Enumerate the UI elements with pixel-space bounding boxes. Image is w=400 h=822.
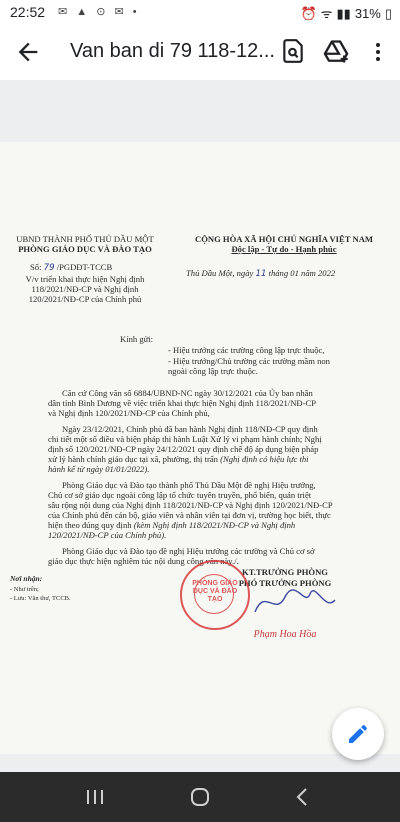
system-icons: [296, 4, 392, 22]
arrow-back-icon: [14, 38, 42, 66]
recipient-2a: - Hiệu trưởng/Chủ trường các trường mầm non: [168, 356, 330, 366]
document-title: Van ban di 79 118-12...: [70, 40, 275, 62]
home-button[interactable]: [187, 784, 213, 810]
para-3-line-5: hiện theo đúng quy định (kèm Nghị định 118/2021/NĐ-CP và Nghị định: [48, 520, 296, 530]
signer-name: Phạm Hoa Hồa: [253, 629, 317, 640]
place-date: Thủ Dầu Một, ngày 11 tháng 01 năm 2022: [186, 268, 336, 279]
edit-pencil-icon: [346, 722, 370, 746]
kinh-gui: Kính gửi:: [120, 334, 154, 344]
para-2-line-3: định số 120/2021/NĐ-CP ngày 24/12/2021 quy định chế độ áp dụng biện pháp: [48, 444, 319, 454]
para-4-line-1: Phòng Giáo dục và Đào tạo đề nghị Hiệu trưởng các trường và Chủ cơ sở: [62, 546, 315, 556]
status-bar: [0, 0, 400, 26]
handwritten-signature: [250, 582, 340, 622]
home-icon: [187, 784, 213, 810]
noi-nhan-2: - Lưu: Văn thư, TCCB.: [10, 595, 71, 602]
para-3-line-3: sâu rộng nội dung của Nghị định 118/2021/NĐ-CP và Nghị định 120/2021/NĐ-CP: [48, 500, 333, 510]
system-nav-bar: [0, 772, 400, 822]
para-2-line-1: Ngày 23/12/2021, Chính phủ đã ban hành Nghị định 118/NĐ-CP quy định: [62, 424, 318, 434]
document-page: [0, 142, 400, 754]
para-3-line-4: của Chính phủ đến cán bộ, giáo viên và nhân viên tại đơn vị, trường học biết, thực: [48, 510, 331, 520]
recents-button[interactable]: [82, 784, 108, 810]
subject-line-1: V/v triển khai thực hiện Nghị định: [25, 274, 145, 284]
para-4-line-2: giáo dục thực hiện nghiêm túc nội dung công văn này./.: [48, 556, 239, 566]
battery-icon: ▯: [384, 6, 392, 21]
clock: 22:52: [10, 4, 46, 20]
para-1-line-3: và Nghị định 120/2021/NĐ-CP của Chính phủ,: [48, 408, 210, 418]
noi-nhan-1: - Như trên;: [10, 586, 39, 593]
battery-level: 31%: [354, 6, 381, 21]
org-line-2: PHÒNG GIÁO DỤC VÀ ĐÀO TẠO: [18, 244, 152, 254]
add-to-drive-button[interactable]: [322, 38, 350, 66]
search-in-document-icon: [280, 38, 306, 64]
edit-fab[interactable]: [332, 708, 384, 760]
wifi-icon: ᯤ: [320, 6, 333, 21]
seal-text: PHÒNG GIÁO DỤC VÀ ĐÀO TẠO: [192, 580, 238, 603]
para-3-line-1: Phòng Giáo dục và Đào tạo thành phố Thủ Dầu Một đề nghị Hiệu trưởng,: [62, 480, 316, 490]
add-to-drive-icon: [322, 38, 350, 66]
recents-icon: [82, 784, 108, 810]
alarm-icon: ⏰: [300, 6, 317, 21]
sign-title-2: PHÓ TRƯỞNG PHÒNG: [238, 578, 332, 588]
nation-line-1: CỘNG HÒA XÃ HỘI CHỦ NGHĨA VIỆT NAM: [194, 234, 374, 244]
para-2-line-4: xử lý hành chính giáo dục tại xã, phường, thị trấn (Nghị định có hiệu lực thi: [48, 454, 309, 464]
more-options-button[interactable]: [366, 38, 394, 66]
recipient-2b: ngoài công lập trực thuộc.: [168, 366, 258, 376]
para-2-line-5: hành kể từ ngày 01/01/2022).: [48, 464, 150, 474]
para-3-line-2: Chủ cơ sở giáo dục ngoài công lập tổ chức tuyên truyền, phổ biến, quán triệt: [48, 490, 312, 500]
recipient-1: - Hiệu trưởng các trường công lập trực thuộc,: [168, 345, 325, 355]
signal-icon: ▮▮: [336, 6, 351, 21]
document-number: Số: 79 /PGDĐT-TCCB: [30, 262, 113, 273]
document-viewer[interactable]: [0, 80, 400, 772]
subject-line-2: 118/2021/NĐ-CP và Nghị định: [31, 284, 139, 294]
back-nav-button[interactable]: [290, 784, 316, 810]
para-1-line-2: dân tỉnh Bình Dương về việc triển khai thực hiện Nghị định 118/2021/NĐ-CP: [48, 398, 316, 408]
org-line-1: UBND THÀNH PHỐ THỦ DẦU MỘT: [16, 234, 154, 244]
para-3-line-6: 120/2021/NĐ-CP của Chính phủ).: [48, 530, 167, 540]
para-2-line-2: chi tiết một số điều và biện pháp thi hành Luật Xử lý vi phạm hành chính; Nghị: [48, 434, 322, 444]
chevron-back-icon: [290, 784, 316, 810]
back-button[interactable]: [14, 38, 42, 66]
find-in-document-button[interactable]: [280, 38, 308, 66]
more-vert-icon: [366, 38, 390, 66]
notification-icons: ✉ ▲ ⊙ ✉ •: [58, 6, 140, 18]
sign-title-1: KT.TRƯỞNG PHÒNG: [242, 567, 328, 577]
nation-line-2: Độc lập - Tự do - Hạnh phúc: [231, 244, 337, 254]
app-bar: [0, 26, 400, 80]
noi-nhan-label: Nơi nhận:: [10, 574, 43, 583]
subject-line-3: 120/2021/NĐ-CP của Chính phủ: [28, 294, 142, 304]
official-seal: [180, 560, 250, 630]
para-1-line-1: Căn cứ Công văn số 6884/UBND-NC ngày 30/12/2021 của Ủy ban nhân: [62, 388, 313, 398]
